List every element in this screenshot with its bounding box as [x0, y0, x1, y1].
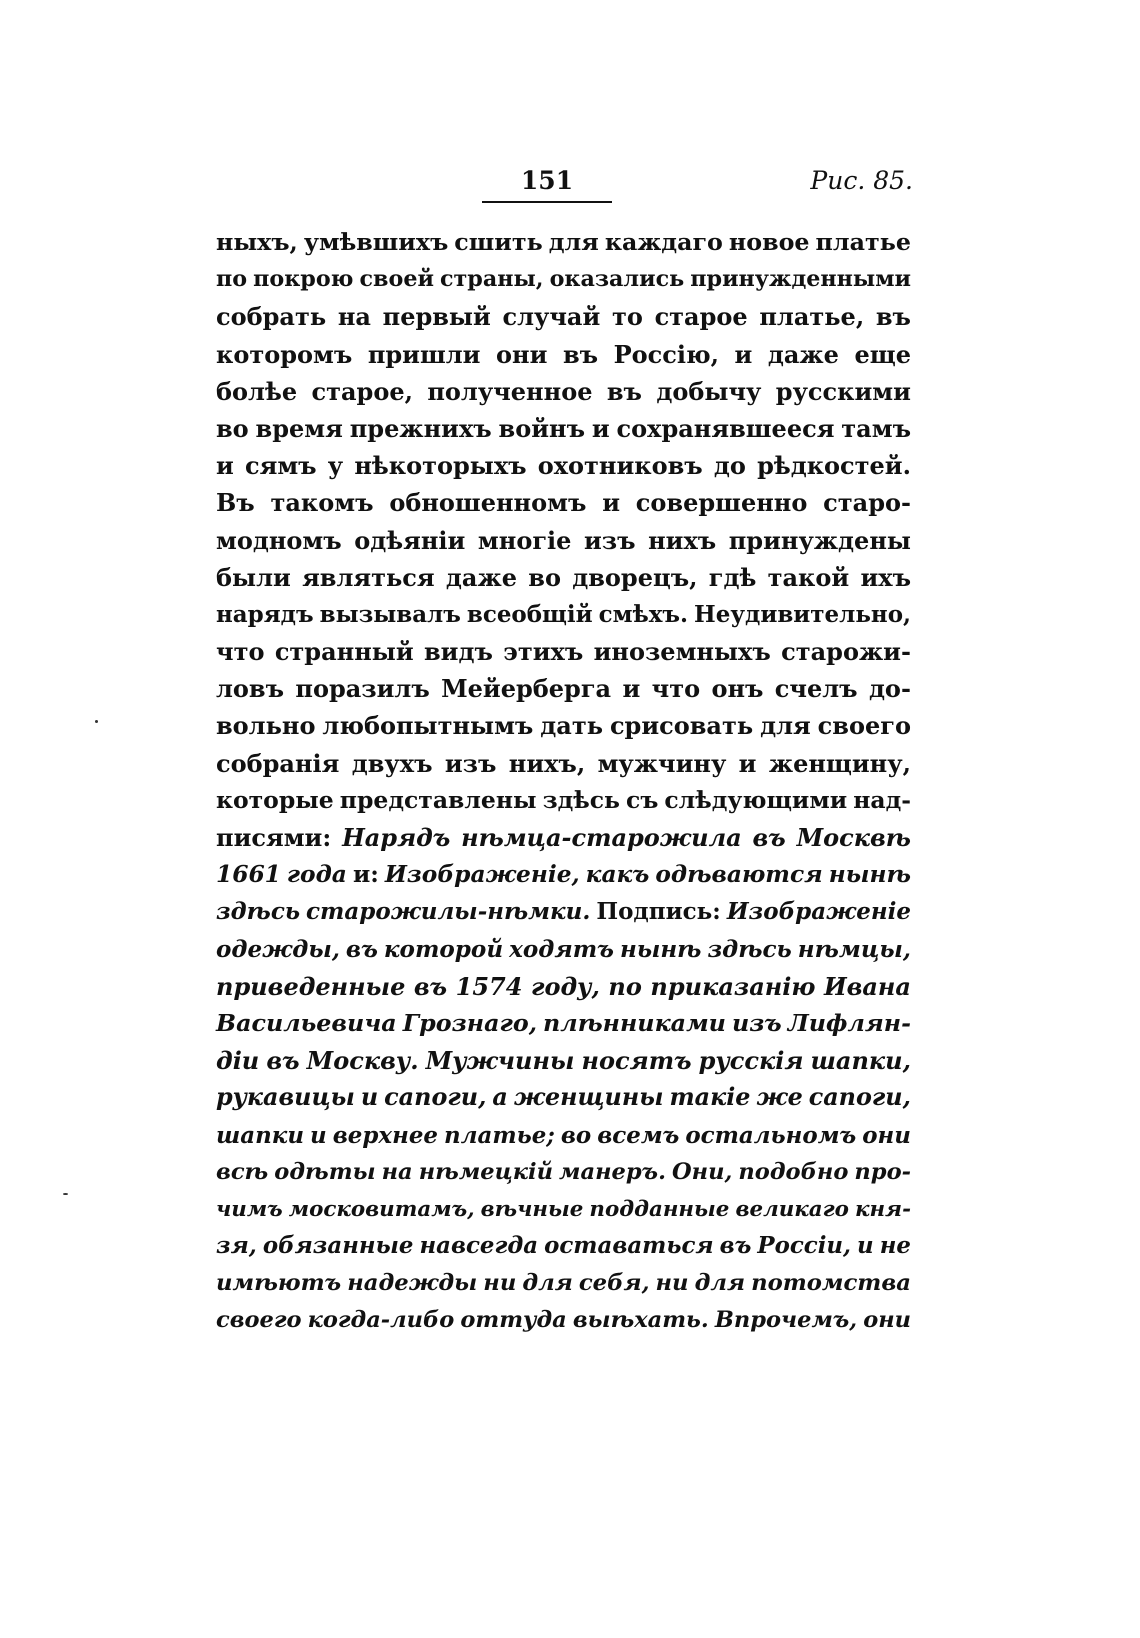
word: приведенные [216, 971, 406, 1001]
word: вызывалъ [319, 600, 461, 628]
text-line [216, 1191, 911, 1228]
word: Мужчины [425, 1046, 575, 1076]
word: и [857, 1233, 874, 1260]
word: тамъ [841, 413, 911, 443]
word: московитамъ, [288, 1196, 475, 1222]
word: покрою [253, 266, 354, 293]
text-line [216, 224, 911, 261]
word: такой [767, 562, 850, 592]
word: во [560, 1121, 592, 1149]
word: для [760, 711, 811, 741]
text-line [216, 336, 911, 373]
word: собрать [216, 302, 327, 332]
scan-speck [63, 1193, 68, 1195]
word: сохранявшееся [616, 413, 835, 443]
word: шапки, [810, 1046, 911, 1076]
word: а [492, 1083, 508, 1112]
word: платье, [759, 302, 865, 332]
word: и [602, 488, 620, 518]
text-line [216, 1302, 911, 1339]
word: обношенномъ [389, 488, 587, 518]
word: по [216, 266, 248, 293]
word: надежды [347, 1270, 478, 1297]
word: они [862, 1121, 911, 1149]
word: и [738, 748, 757, 778]
word: старо- [823, 488, 911, 518]
word: гдѣ [708, 562, 757, 592]
word: манеръ. [559, 1158, 666, 1185]
word: рукавицы [216, 1083, 355, 1112]
scan-speck [95, 720, 98, 723]
word: и [360, 1083, 379, 1112]
word: всемъ [597, 1121, 680, 1149]
text-line [216, 707, 911, 744]
word: и [310, 1121, 327, 1149]
word: модномъ [216, 525, 342, 555]
word: съ [626, 785, 659, 814]
word: охотниковъ [537, 451, 703, 481]
word: даже [445, 562, 517, 592]
word: которой [383, 935, 504, 963]
text-line [216, 1228, 911, 1265]
word: во [216, 413, 249, 443]
word: ныхъ, [216, 228, 298, 256]
word: добычу [656, 376, 762, 406]
word: пришли [367, 339, 481, 369]
word: случай [502, 302, 601, 332]
word: здѣсь [216, 898, 300, 926]
word: одѣты [274, 1158, 376, 1185]
word: нѣмца-старожила [461, 823, 742, 852]
word: нынѣ [828, 861, 911, 889]
word: войнъ [498, 413, 585, 443]
word: старое [654, 302, 748, 332]
word: остальномъ [685, 1121, 857, 1149]
word: же [756, 1083, 803, 1112]
word: они [496, 339, 548, 369]
word: верхнее [332, 1121, 439, 1149]
word: во [528, 562, 561, 592]
word: то [611, 302, 643, 332]
word: поразилъ [295, 674, 430, 704]
word: нѣмецкій [418, 1158, 553, 1185]
word: Лифлян- [787, 1008, 911, 1037]
word: ни [483, 1270, 517, 1297]
word: писями: [216, 823, 332, 852]
word: болѣе [216, 376, 298, 406]
word: сапоги, [808, 1083, 911, 1112]
word: еще [854, 339, 911, 369]
text-line [216, 1005, 911, 1042]
word: представлены [339, 785, 537, 814]
word: въ [345, 935, 378, 963]
text-line [216, 1154, 911, 1191]
word: по [608, 971, 642, 1001]
word: оставаться [544, 1233, 714, 1260]
word: и: [352, 861, 379, 889]
word: Россіи, [757, 1233, 851, 1260]
word: кня- [854, 1196, 911, 1222]
word: слѣдующими [664, 785, 848, 814]
word: подобно [738, 1158, 849, 1185]
word: въ [266, 1046, 300, 1076]
word: двухъ [351, 748, 433, 778]
word: до- [868, 674, 911, 704]
word: такіе [669, 1083, 751, 1112]
word: Изображеніе [726, 898, 911, 926]
word: ловъ [216, 674, 285, 704]
word: нихъ [648, 525, 717, 555]
word: въ [413, 971, 448, 1001]
word: въ [752, 823, 786, 852]
word: носятъ [581, 1046, 692, 1076]
word: и [216, 451, 234, 481]
word: 1574 [455, 971, 523, 1001]
word: онъ [711, 674, 764, 704]
word: женщину, [768, 748, 911, 778]
word: платье; [444, 1121, 555, 1149]
text-line [216, 1042, 911, 1079]
page-number: 151 [520, 166, 574, 195]
word: собранія [216, 748, 340, 778]
text-line [216, 447, 911, 484]
word: сапоги, [384, 1083, 487, 1112]
word: когда-либо [307, 1307, 455, 1334]
word: въ [562, 339, 599, 369]
text-line [216, 745, 911, 782]
word: на [381, 1158, 413, 1185]
word: странный [274, 637, 414, 667]
word: полученное [427, 376, 593, 406]
word: въ [719, 1233, 752, 1260]
text-line [216, 1079, 911, 1116]
word: для [522, 1270, 573, 1297]
text-line [216, 670, 911, 707]
word: Грознаго, [402, 1008, 537, 1037]
word: шапки [216, 1121, 305, 1149]
word: нѣкоторыхъ [354, 451, 527, 481]
word: старое, [311, 376, 413, 406]
text-line [216, 596, 911, 633]
word: даже [767, 339, 839, 369]
word: Они, [671, 1158, 733, 1185]
word: нарядъ [216, 600, 314, 628]
text-line [216, 856, 911, 893]
word: въ [875, 302, 911, 332]
text-line [216, 893, 911, 930]
word: Впрочемъ, [714, 1307, 858, 1334]
word: и [622, 674, 641, 704]
page-number-rule [482, 201, 612, 203]
word: сямъ [244, 451, 317, 481]
word: умѣвшихъ [303, 228, 449, 256]
word: русскими [775, 376, 911, 406]
word: какъ [585, 861, 650, 889]
word: Подпись: [596, 898, 721, 926]
word: оттуда [460, 1307, 567, 1334]
word: которомъ [216, 339, 353, 369]
word: прежнихъ [349, 413, 492, 443]
text-line [216, 633, 911, 670]
word: первый [382, 302, 491, 332]
word: видъ [423, 637, 493, 667]
word: въ [606, 376, 642, 406]
word: Ивана [823, 971, 911, 1001]
word: года [286, 861, 347, 889]
word: навсегда [419, 1233, 539, 1260]
word: срисовать [609, 711, 754, 741]
word: женщины [513, 1083, 664, 1112]
word: имѣютъ [216, 1270, 342, 1297]
word: про- [854, 1158, 911, 1185]
word: ихъ [860, 562, 911, 592]
word: здѣсь [707, 935, 792, 963]
text-line [216, 559, 911, 596]
word: этихъ [503, 637, 584, 667]
word: новое [728, 228, 810, 256]
word: что [216, 637, 265, 667]
word: діи [216, 1046, 260, 1076]
word: старожи- [781, 637, 911, 667]
text-line [216, 931, 911, 968]
text-line [216, 819, 911, 856]
word: одежды, [216, 935, 340, 963]
text-line [216, 522, 911, 559]
word: изъ [583, 525, 636, 555]
text-line [216, 373, 911, 410]
word: нихъ, [508, 748, 586, 778]
word: изъ [731, 1008, 782, 1037]
word: всѣ [216, 1158, 269, 1185]
word: не [879, 1233, 911, 1260]
word: которые [216, 785, 334, 814]
word: у [327, 451, 344, 481]
text-line [216, 1265, 911, 1302]
word: нынѣ [620, 935, 702, 963]
word: принуждены [728, 525, 911, 555]
text-line [216, 1117, 911, 1154]
word: что [651, 674, 701, 704]
word: здѣсь [542, 785, 621, 814]
word: страны, [440, 266, 544, 293]
word: старожилы-нѣмки. [306, 898, 591, 926]
word: зя, [216, 1233, 257, 1260]
word: подданные [589, 1196, 730, 1222]
word: такомъ [270, 488, 374, 518]
word: счелъ [774, 674, 858, 704]
word: любопытнымъ [322, 711, 534, 741]
word: чимъ [216, 1196, 283, 1222]
word: вольно [216, 711, 316, 741]
word: над- [853, 785, 911, 814]
word: Москву. [306, 1046, 419, 1076]
word: ходятъ [509, 935, 614, 963]
word: принужденными [690, 266, 911, 293]
word: на [337, 302, 371, 332]
word: многіе [477, 525, 572, 555]
word: совершенно [635, 488, 808, 518]
word: нѣмцы, [797, 935, 911, 963]
word: платье [815, 228, 911, 256]
word: и [591, 413, 610, 443]
word: великаго [735, 1196, 849, 1222]
word: одѣяніи [354, 525, 466, 555]
word: Нарядъ [342, 823, 451, 852]
word: дать [540, 711, 603, 741]
word: время [255, 413, 343, 443]
word: выѣхать. [572, 1307, 709, 1334]
word: году, [530, 971, 600, 1001]
word: были [216, 562, 291, 592]
word: они [863, 1307, 911, 1334]
text-line [216, 968, 911, 1005]
word: Въ [216, 488, 255, 518]
text-line [216, 298, 911, 335]
word: и [734, 339, 753, 369]
word: плѣнниками [543, 1008, 726, 1037]
text-line [216, 484, 911, 521]
word: иноземныхъ [593, 637, 771, 667]
word: изъ [444, 748, 497, 778]
word: Мейерберга [441, 674, 612, 704]
word: приказанію [650, 971, 816, 1001]
word: Изображеніе, [384, 861, 580, 889]
word: Россію, [613, 339, 719, 369]
word: одѣваются [655, 861, 823, 889]
word: для [694, 1270, 746, 1297]
word: до [713, 451, 746, 481]
word: 1661 [216, 861, 281, 889]
word: своего [216, 1307, 302, 1334]
word: обязанные [262, 1233, 414, 1260]
text-line [216, 261, 911, 298]
word: Неудивительно, [694, 600, 911, 628]
word: мужчину [597, 748, 727, 778]
word: русскія [698, 1046, 804, 1076]
word: являться [302, 562, 435, 592]
word: потомства [751, 1270, 911, 1297]
figure-reference: Рис. 85. [810, 166, 913, 195]
word: своего [817, 711, 911, 741]
word: смѣхъ. [598, 600, 688, 628]
body-text [216, 224, 911, 1340]
word: для [548, 228, 599, 256]
text-line [216, 782, 911, 819]
word: оказались [549, 266, 685, 293]
word: Васильевича [216, 1008, 397, 1037]
word: рѣдкостей. [757, 451, 911, 481]
text-line [216, 410, 911, 447]
word: своей [359, 266, 434, 293]
word: дворецъ, [572, 562, 698, 592]
word: себя, [578, 1270, 650, 1297]
word: вѣчные [480, 1196, 584, 1222]
word: Москвѣ [796, 823, 911, 852]
word: сшить [454, 228, 543, 256]
word: каждаго [604, 228, 723, 256]
word: всеобщій [466, 600, 593, 628]
word: ни [655, 1270, 689, 1297]
